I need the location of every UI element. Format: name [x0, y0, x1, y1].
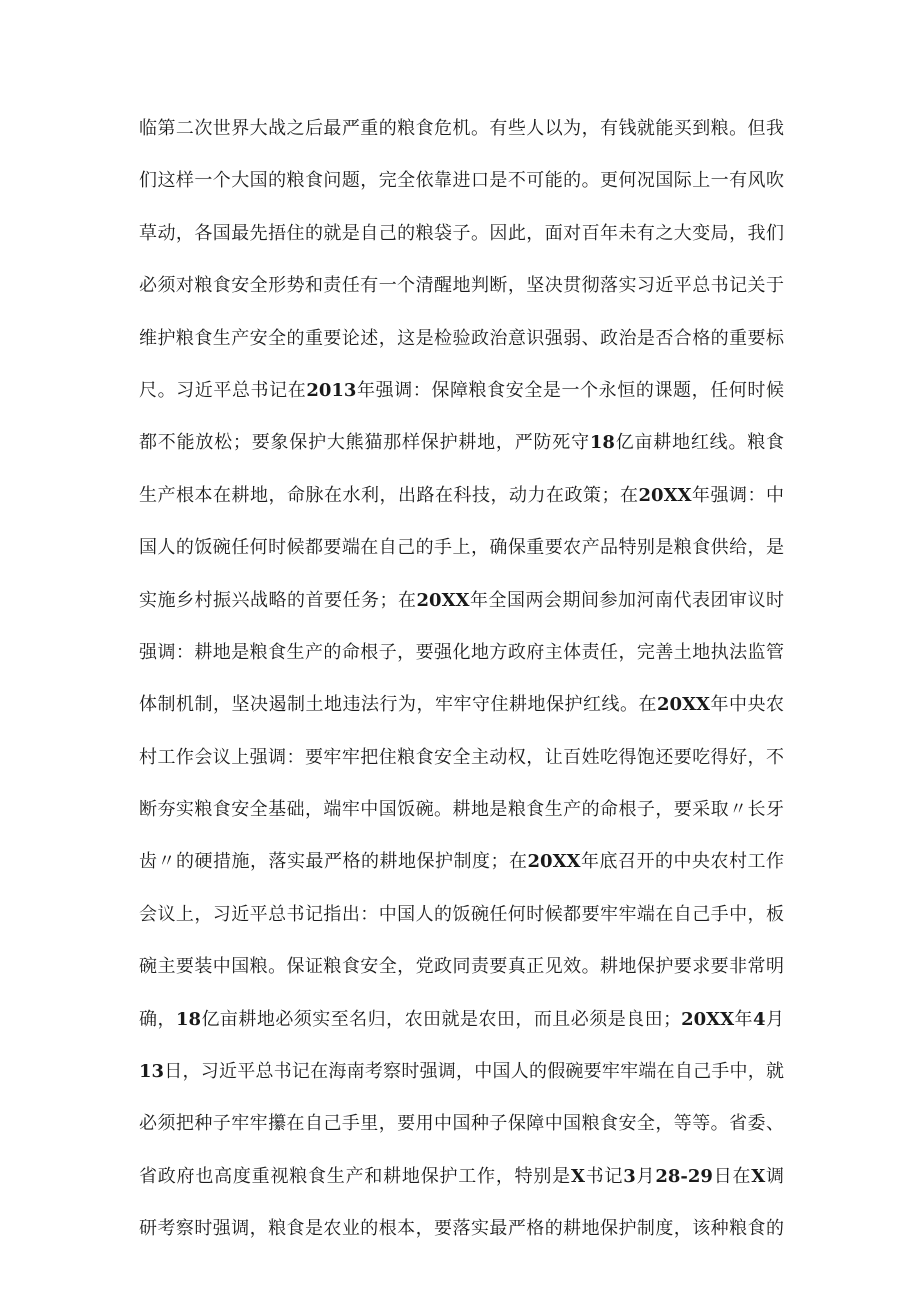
body-text	[139, 118, 799, 1271]
text-line: 齿〃的硬措施，落实最严格的耕地保护制度；在20XX年底召开的中央农村工作	[139, 851, 785, 873]
text-line: 省政府也高度重视粮食生产和耕地保护工作，特别是X书记3月28-29日在X调	[139, 1165, 785, 1187]
text-line: 草动，各国最先捂住的就是自己的粮袋子。因此，面对百年未有之大变局，我们	[139, 222, 784, 244]
text-line: 们这样一个大国的粮食问题，完全依靠进口是不可能的。更何况国际上一有风吹	[139, 170, 784, 192]
text-line: 断夯实粮食安全基础，端牢中国饭碗。耕地是粮食生产的命根子，要采取〃长牙	[139, 799, 784, 821]
text-line: 会议上，习近平总书记指出：中国人的饭碗任何时候都要牢牢端在自己手中，板	[139, 903, 784, 925]
text-line: 13日，习近平总书记在海南考察时强调，中国人的假碗要牢牢端在自己手中，就	[139, 1061, 784, 1083]
text-line: 体制机制，坚决遏制土地违法行为，牢牢守住耕地保护红线。在20XX年中央农	[139, 694, 785, 716]
text-line: 必须对粮食安全形势和责任有一个清醒地判断，坚决贯彻落实习近平总书记关于	[139, 275, 784, 297]
text-line: 村工作会议上强调：要牢牢把住粮食安全主动权，让百姓吃得饱还要吃得好，不	[139, 746, 784, 768]
text-line: 确，18亿亩耕地必须实至名归，农田就是农田，而且必须是良田；20XX年4月	[139, 1008, 785, 1030]
text-line: 临第二次世界大战之后最严重的粮食危机。有些人以为，有钱就能买到粮。但我	[139, 118, 784, 139]
text-line: 尺。习近平总书记在2013年强调：保障粮食安全是一个永恒的课题，任何时候	[139, 379, 784, 401]
text-line: 强调：耕地是粮食生产的命根子，要强化地方政府主体责任，完善土地执法监管	[139, 641, 784, 663]
text-line: 实施乡村振兴战略的首要任务；在20XX年全国两会期间参加河南代表团审议时	[139, 589, 785, 611]
text-line: 生产根本在耕地，命脉在水利，出路在科技，动力在政策；在20XX年强调：中	[139, 484, 785, 506]
text-line: 必须把种子牢牢攥在自己手里，要用中国种子保障中国粮食安全，等等。省委、	[139, 1113, 784, 1135]
text-line: 研考察时强调，粮食是农业的根本，要落实最严格的耕地保护制度，该种粮食的	[139, 1218, 784, 1240]
text-line: 碗主要装中国粮。保证粮食安全，党政同责要真正见效。耕地保护要求要非常明	[139, 956, 784, 978]
text-line: 都不能放松；要象保护大熊猫那样保护耕地，严防死守18亿亩耕地红线。粮食	[139, 432, 785, 454]
text-line: 国人的饭碗任何时候都要端在自己的手上，确保重要农产品特别是粮食供给，是	[139, 537, 784, 559]
text-line: 维护粮食生产安全的重要论述，这是检验政治意识强弱、政治是否合格的重要标	[139, 327, 784, 349]
